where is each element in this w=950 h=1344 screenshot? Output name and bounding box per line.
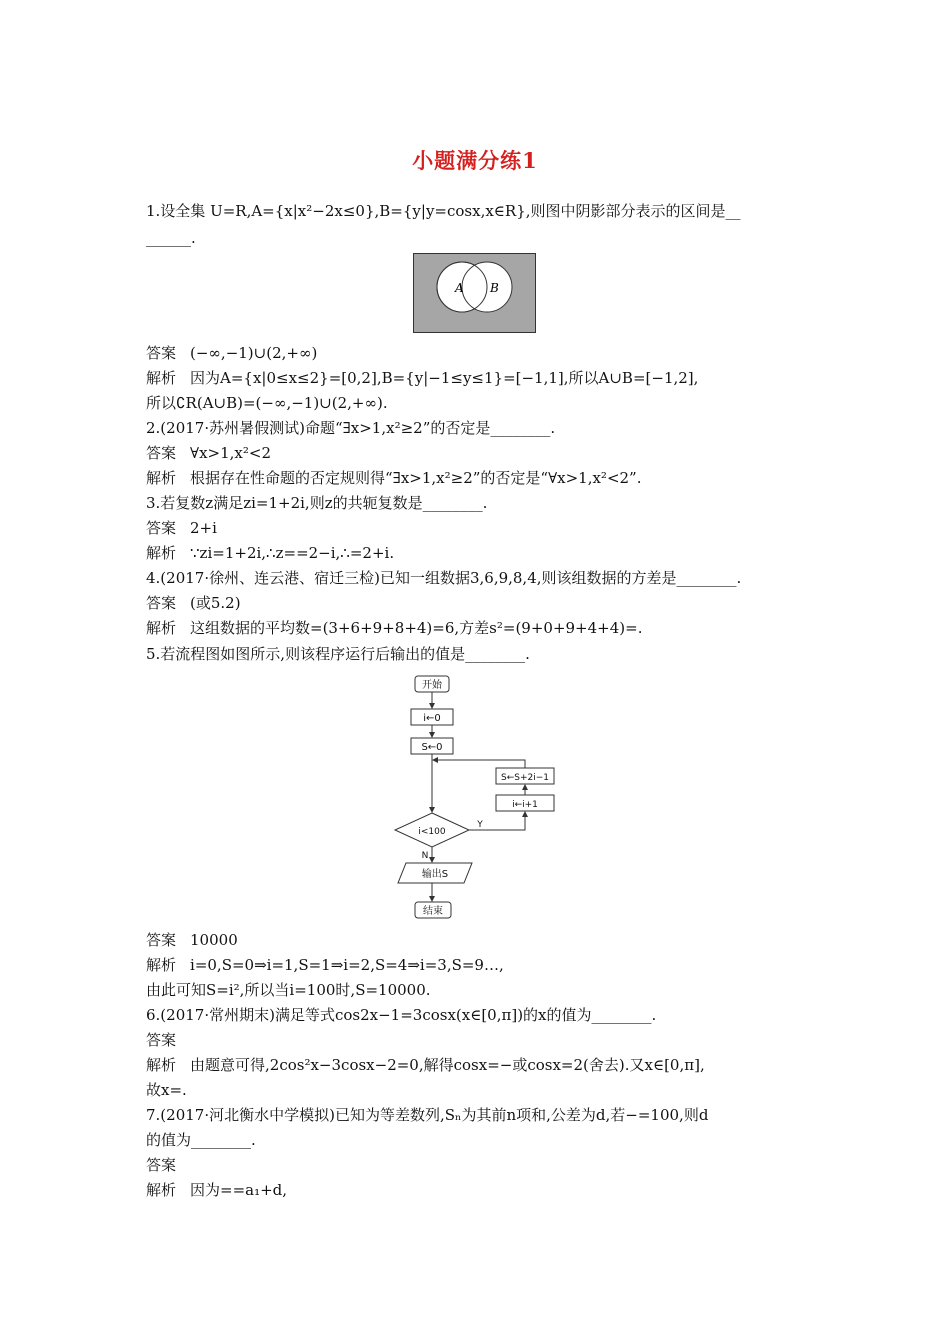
q2-answer — [146, 443, 271, 463]
q5-analysis — [146, 955, 504, 975]
analysis-label: 解析 — [146, 469, 177, 487]
q5-answer — [146, 930, 238, 950]
analysis-text: 因为==a₁+d, — [190, 1181, 288, 1199]
flow-no-label: N — [421, 851, 429, 861]
flow-yes-label: Y — [477, 820, 483, 830]
answer-text: 10000 — [190, 931, 238, 949]
page-title: 小题满分练1 — [412, 148, 538, 173]
q6-analysis — [146, 1055, 705, 1075]
q6-text: 6.(2017·常州期末)满足等式cos2x−1=3cosx(x∈[0,π])的x的值为________. — [146, 1006, 657, 1024]
venn-label-b: B — [490, 281, 499, 295]
q3-analysis — [146, 543, 394, 563]
answer-text: ∀x>1,x²<2 — [190, 444, 271, 462]
analysis-label: 解析 — [146, 369, 177, 387]
answer-label: 答案 — [146, 931, 177, 949]
flow-arrow-loop-back — [433, 760, 525, 768]
answer-text: 2+i — [190, 519, 217, 537]
analysis-text: 这组数据的平均数=(3+6+9+8+4)=6,方差s²=(9+0+9+4+4)=. — [190, 619, 643, 637]
answer-text: (−∞,−1)∪(2,+∞) — [190, 344, 318, 362]
q7-text-line1: 7.(2017·河北衡水中学模拟)已知为等差数列,Sₙ为其前n项和,公差为d,若−=100,则d — [146, 1106, 709, 1124]
analysis-label: 解析 — [146, 1181, 177, 1199]
flow-start-label: 开始 — [422, 680, 442, 691]
analysis-text: 因为A={x|0≤x≤2}=[0,2],B={y|−1≤y≤1}=[−1,1],所以A∪B=[−1,2], — [190, 369, 699, 387]
venn-label-a: A — [455, 281, 464, 295]
q4-answer — [146, 593, 241, 613]
q5-analysis-line2: 由此可知S=i²,所以当i=100时,S=10000. — [146, 981, 431, 999]
analysis-label: 解析 — [146, 544, 177, 562]
flow-output-label: 输出S — [421, 869, 449, 880]
flow-update-s-label: S←S+2i−1 — [500, 773, 550, 783]
analysis-label: 解析 — [146, 619, 177, 637]
q6-answer — [146, 1030, 190, 1050]
q2-text: 2.(2017·苏州暑假测试)命题“∃x>1,x²≥2”的否定是________. — [146, 419, 556, 437]
q2-analysis — [146, 468, 642, 488]
q5-text: 5.若流程图如图所示,则该程序运行后输出的值是________. — [146, 645, 530, 663]
analysis-label: 解析 — [146, 1056, 177, 1074]
flow-update-i-label: i←i+1 — [512, 800, 538, 810]
q1-answer — [146, 343, 317, 363]
q4-analysis — [146, 618, 642, 638]
q7-analysis — [146, 1180, 287, 1200]
q1-text-line1: 1.设全集 U=R,A={x|x²−2x≤0},B={y|y=cosx,x∈R},则图中阴影部分表示的区间是__ — [146, 202, 741, 220]
analysis-text: i=0,S=0⇒i=1,S=1⇒i=2,S=4⇒i=3,S=9…, — [190, 956, 504, 974]
q6-analysis-line2: 故x=. — [146, 1081, 187, 1099]
answer-label: 答案 — [146, 519, 177, 537]
q1-analysis — [146, 368, 698, 388]
q4-text: 4.(2017·徐州、连云港、宿迁三检)已知一组数据3,6,9,8,4,则该组数据的方差是________. — [146, 569, 742, 587]
flow-condition-label: i<100 — [418, 827, 446, 837]
analysis-label: 解析 — [146, 956, 177, 974]
q1-analysis-line2: 所以∁R(A∪B)=(−∞,−1)∪(2,+∞). — [146, 394, 388, 412]
venn-diagram — [413, 253, 536, 333]
q3-answer — [146, 518, 217, 538]
q1-text-line2: ______. — [146, 229, 196, 247]
q7-text-line2: 的值为________. — [146, 1131, 256, 1149]
analysis-text: ∵zi=1+2i,∴z==2−i,∴=2+i. — [190, 544, 395, 562]
answer-label: 答案 — [146, 1156, 177, 1174]
answer-label: 答案 — [146, 344, 177, 362]
flow-end-label: 结束 — [423, 906, 443, 917]
answer-text: (或5.2) — [190, 594, 241, 612]
flow-init-i-label: i←0 — [423, 713, 441, 724]
answer-label: 答案 — [146, 444, 177, 462]
q7-answer — [146, 1155, 190, 1175]
answer-label: 答案 — [146, 1031, 177, 1049]
flowchart — [392, 672, 562, 922]
q3-text: 3.若复数z满足zi=1+2i,则z的共轭复数是________. — [146, 494, 488, 512]
analysis-text: 由题意可得,2cos²x−3cosx−2=0,解得cosx=−或cosx=2(舍去).又x∈[0,π], — [190, 1056, 705, 1074]
analysis-text: 根据存在性命题的否定规则得“∃x>1,x²≥2”的否定是“∀x>1,x²<2”. — [190, 469, 642, 487]
flow-init-s-label: S←0 — [421, 742, 443, 753]
answer-label: 答案 — [146, 594, 177, 612]
